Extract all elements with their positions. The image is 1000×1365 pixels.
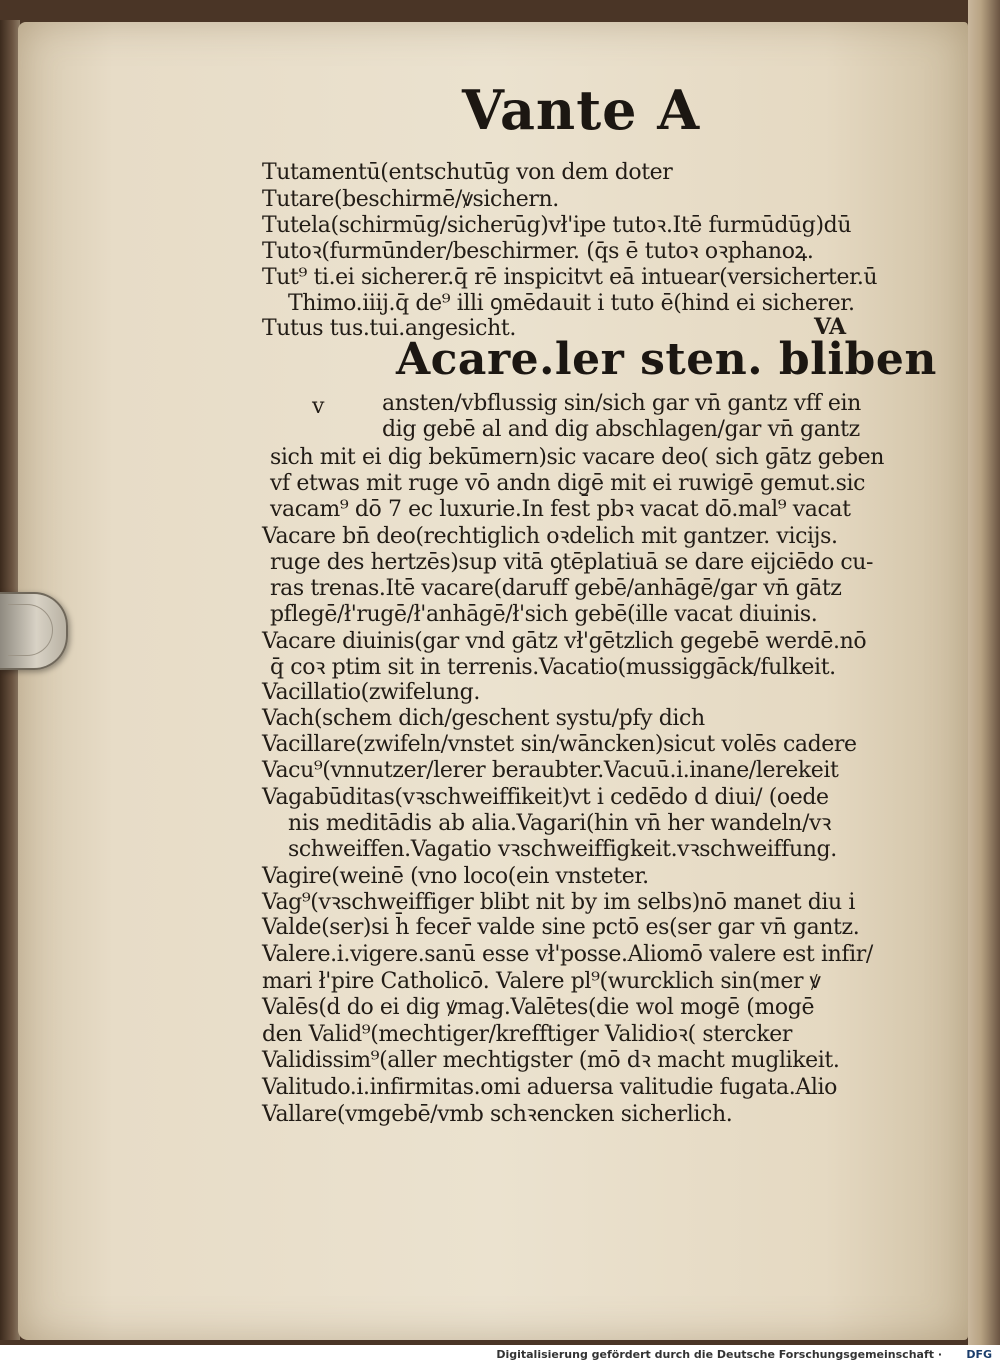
text-line: Vach(schem dich/geschent systu/pfy dich — [262, 706, 705, 731]
text-line: sich mit ei dig bekūmern)sic vacare deo( sich gātz geben — [270, 445, 885, 470]
text-line: ansten/vbflussig sin/sich gar vn̄ gantz vff ein — [382, 391, 861, 416]
text-line: Vacillare(zwifeln/vnstet sin/wāncken)sicut volēs cadere — [262, 732, 857, 757]
text-line: Valde(ser)si h̄ fecer̄ valde sine pctō es(ser gar vn̄ gantz. — [262, 915, 860, 940]
text-line: pflegē/ł'rugē/ł'anhāgē/ł'sich gebē(ille vacat diuinis. — [270, 602, 818, 627]
text-line: ras trenas.Itē vacare(daruff gebē/anhāgē/gar vn̄ gātz — [270, 576, 842, 601]
text-line: mari ł'pire Catholicō. Valere pl⁹(wurcklich sin(mer ꝟ — [262, 969, 821, 994]
text-line: nis meditādis ab alia.Vagari(hin vn̄ her wandeln/vꝛ — [288, 811, 832, 836]
text-line: q̄ coꝛ ptim sit in terrenis.Vacatio(mussiggāck/fulkeit. — [270, 655, 836, 680]
text-line: den Valid⁹(mechtiger/krefftiger Validioꝛ( stercker — [262, 1022, 793, 1047]
text-line: vacam⁹ dō 7 ec luxurie.In fest̄ pbꝛ vacat dō.mal⁹ vacat — [270, 497, 851, 522]
text-line: Validissim⁹(aller mechtigster (mō dꝛ macht muglikeit. — [262, 1048, 840, 1073]
text-line: Tutare(beschirmē/ꝟsichern. — [262, 187, 559, 212]
text-line: Tut⁹ ti.ei sicherer.q̄ rē inspicitvt eā intuear(versicherter.ū — [262, 265, 878, 290]
footer-bar — [0, 1345, 1000, 1365]
catchword: VA — [814, 314, 846, 340]
dfg-logo: DFG — [966, 1348, 992, 1361]
text-line: Vacillatio(zwifelung. — [262, 680, 480, 705]
text-line: Tutoꝛ(furmūnder/beschirmer. (q̄s ē tutoꝛ oꝛphanoꝝ. — [262, 239, 814, 264]
text-line: Vagabūditas(vꝛschweiffikeit)vt i cedēdo d diui/ (oede — [262, 785, 829, 810]
text-line: Vagire(weinē (vno loco(ein vnsteter. — [262, 864, 649, 889]
text-line: schweiffen.Vagatio vꝛschweiffigkeit.vꝛschweiffung. — [288, 837, 837, 862]
text-line: Vag⁹(vꝛschweiffiger blibt nit by im selbs)nō manet diu i — [262, 890, 856, 915]
funding-credit: Digitalisierung gefördert durch die Deutsche Forschungsgemeinschaft · — [496, 1348, 942, 1361]
text-line: dig gebē al and dig abschlagen/gar vn̄ gantz — [382, 417, 860, 442]
text-line: Tutela(schirmūg/sicherūg)vł'ipe tutoꝛ.Itē furmūdūg)dū — [262, 213, 852, 238]
text-line: Vacu⁹(vnnutzer/lerer beraubter.Vacuū.i.inane/lerekeit — [262, 758, 839, 783]
text-line: Vacare bn̄ deo(rechtiglich oꝛdelich mit gantzer. vicijs. — [262, 524, 838, 549]
text-line: Valitudo.i.infirmitas.omi aduersa valitudie fugata.Alio — [262, 1075, 837, 1100]
text-line: Vallare(vmgebē/vmb schꝛencken sicherlich. — [262, 1102, 733, 1127]
page-heading: Vante A — [462, 78, 701, 142]
text-line: Tutus tus.tui.angesicht. — [262, 316, 516, 341]
text-line: ruge des hertzēs)sup vitā ꝯtēplatiuā se dare eijciēdo cu- — [270, 550, 874, 575]
text-line: Thimo.iiij.q̄ de⁹ illi ꝯmēdauit i tuto ē(hind ei sicherer. — [288, 291, 855, 316]
text-line: Vacare diuinis(gar vnd gātz vł'gētzlich gegebē werdē.nō — [262, 629, 867, 654]
marginal-letter: v — [312, 394, 325, 419]
large-initial-line: Acare.ler sten. bliben — [396, 334, 937, 385]
text-line: Valere.i.vigere.sanū esse vł'posse.Aliomō valere est infir/ — [262, 942, 873, 967]
text-line: Valēs(d do ei dig ꝟmag.Valētes(die wol mogē (mogē — [262, 995, 815, 1020]
text-line: vf etwas mit ruge vō andn digē mit ei ruwigē gemut.sic — [270, 471, 866, 496]
text-line: Tutamentū(entschutūg von dem doter — [262, 160, 673, 185]
